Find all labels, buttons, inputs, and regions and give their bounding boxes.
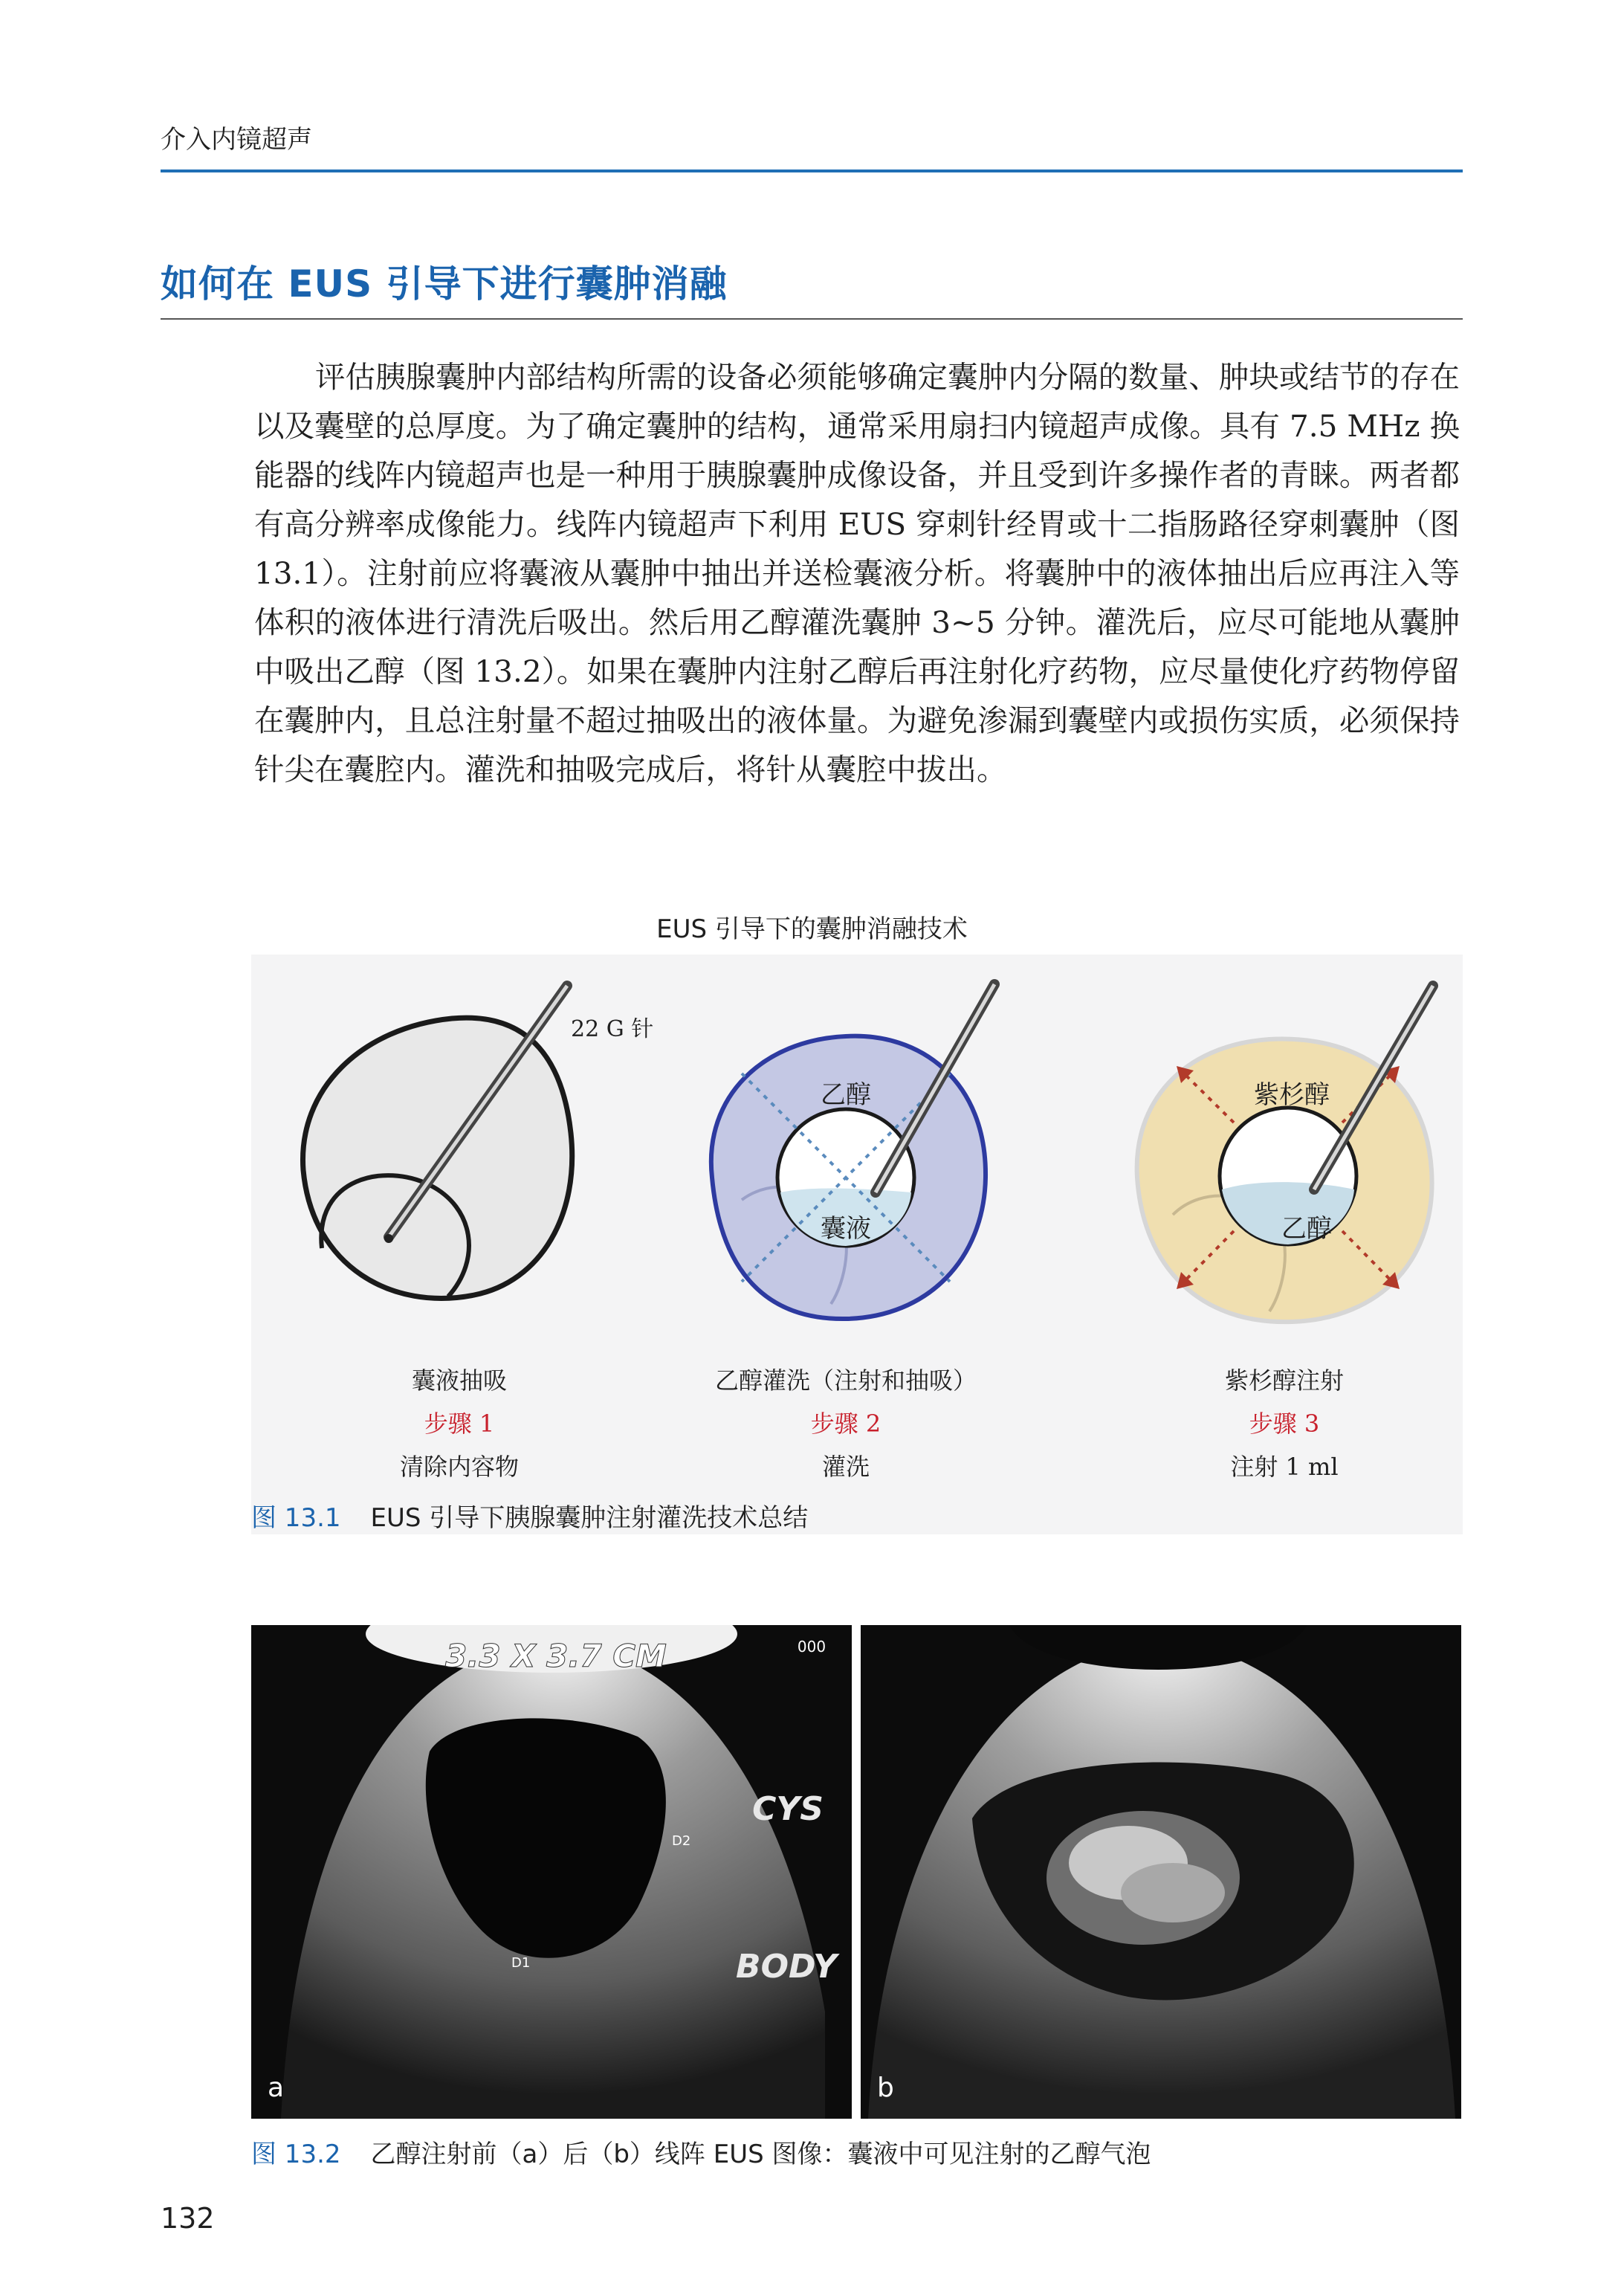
step-2-desc: 灌洗 — [821, 1453, 870, 1481]
figure-1-title: EUS 引导下的囊肿消融技术 — [656, 914, 968, 944]
probe-shadow — [1009, 1625, 1307, 1670]
section-title: 如何在 EUS 引导下进行囊肿消融 — [161, 262, 728, 306]
paclitaxel-label: 紫杉醇 — [1254, 1080, 1330, 1110]
cyst-ablation-diagram — [251, 955, 1463, 1534]
step-1-desc: 清除内容物 — [399, 1453, 519, 1481]
cyst-fluid-label: 囊液 — [821, 1214, 871, 1244]
body-paragraph: 评估胰腺囊肿内部结构所需的设备必须能够确定囊肿内分隔的数量、肿块或结节的存在以及囊壁的总厚度。为了确定囊肿的结构，通常采用扇扫内镜超声成像。具有 7.5 MHz 换能器的线阵内镜超声也是一种用于胰腺囊肿成像设备，并且受到许多操作者的青睐。两者都有高分辨率成像能力。线阵内镜超声下利用 EUS 穿刺针经胃或十二指肠路径穿刺囊肿（图 13.1）。注射前应将囊液从囊肿中抽出并送检囊液分析。将囊肿中的液体抽出后应再注入等体积的液体进行清洗后吸出。然后用乙醇灌洗囊肿 3~5 分钟。灌洗后，应尽可能地从囊肿中吸出乙醇（图 13.2）。如果在囊肿内注射乙醇后再注射化疗药物，应尽量使化疗药物停留在囊肿内，且总注射量不超过抽吸出的液体量。为避免渗漏到囊壁内或损伤实质，必须保持针尖在囊腔内。灌洗和抽吸完成后，将针从囊腔中拔出。 — [254, 359, 1460, 787]
step-1-cyst-drawing — [303, 986, 653, 1298]
step-1-name: 囊液抽吸 — [411, 1366, 507, 1395]
panel-b-letter: b — [877, 2073, 894, 2103]
ultrasound-b-drawing — [861, 1625, 1461, 2119]
header-rule — [161, 169, 1463, 172]
figure-2-number: 图 13.2 — [251, 2140, 341, 2169]
step-3-cyst-drawing — [1137, 986, 1433, 1322]
needle-label: 22 G 针 — [571, 1016, 654, 1042]
body-label: BODY — [736, 1948, 837, 1986]
ultrasound-a-drawing — [251, 1625, 852, 2119]
cyst-outline — [303, 1018, 572, 1298]
ethanol-label: 乙醇 — [1281, 1214, 1332, 1244]
step-3-desc: 注射 1 ml — [1230, 1453, 1339, 1481]
figure-2-caption — [251, 2134, 1151, 2170]
figure-1-caption-text: EUS 引导下胰腺囊肿注射灌洗技术总结 — [370, 1503, 809, 1533]
cys-label: CYS — [752, 1790, 824, 1828]
ultrasound-image-a — [251, 1625, 852, 2119]
step-2-cyst-drawing — [711, 984, 994, 1319]
ultrasound-image-b — [861, 1625, 1461, 2119]
figure-1-caption — [251, 1497, 808, 1534]
step-2-name: 乙醇灌洗（注射和抽吸） — [714, 1366, 977, 1395]
panel-a-letter: a — [268, 2073, 285, 2103]
step-3-name: 紫杉醇注射 — [1224, 1366, 1344, 1395]
page-number: 132 — [161, 2202, 215, 2235]
ethanol-label: 乙醇 — [821, 1080, 871, 1110]
step-1-label: 步骤 1 — [424, 1409, 495, 1438]
step-2-label: 步骤 2 — [810, 1409, 881, 1438]
running-header: 介入内镜超声 — [161, 125, 312, 155]
marker-d2: D2 — [672, 1833, 691, 1849]
figure-1-panel — [251, 955, 1463, 1534]
title-rule — [161, 318, 1463, 320]
figure-2-caption-text: 乙醇注射前（a）后（b）线阵 EUS 图像：囊液中可见注射的乙醇气泡 — [370, 2140, 1151, 2169]
marker-d1: D1 — [511, 1955, 531, 1971]
corner-readout: 000 — [797, 1638, 826, 1656]
step-3-label: 步骤 3 — [1249, 1409, 1320, 1438]
figure-1-number: 图 13.1 — [251, 1503, 341, 1533]
measurement-label: 3.3 X 3.7 CM — [445, 1638, 667, 1674]
